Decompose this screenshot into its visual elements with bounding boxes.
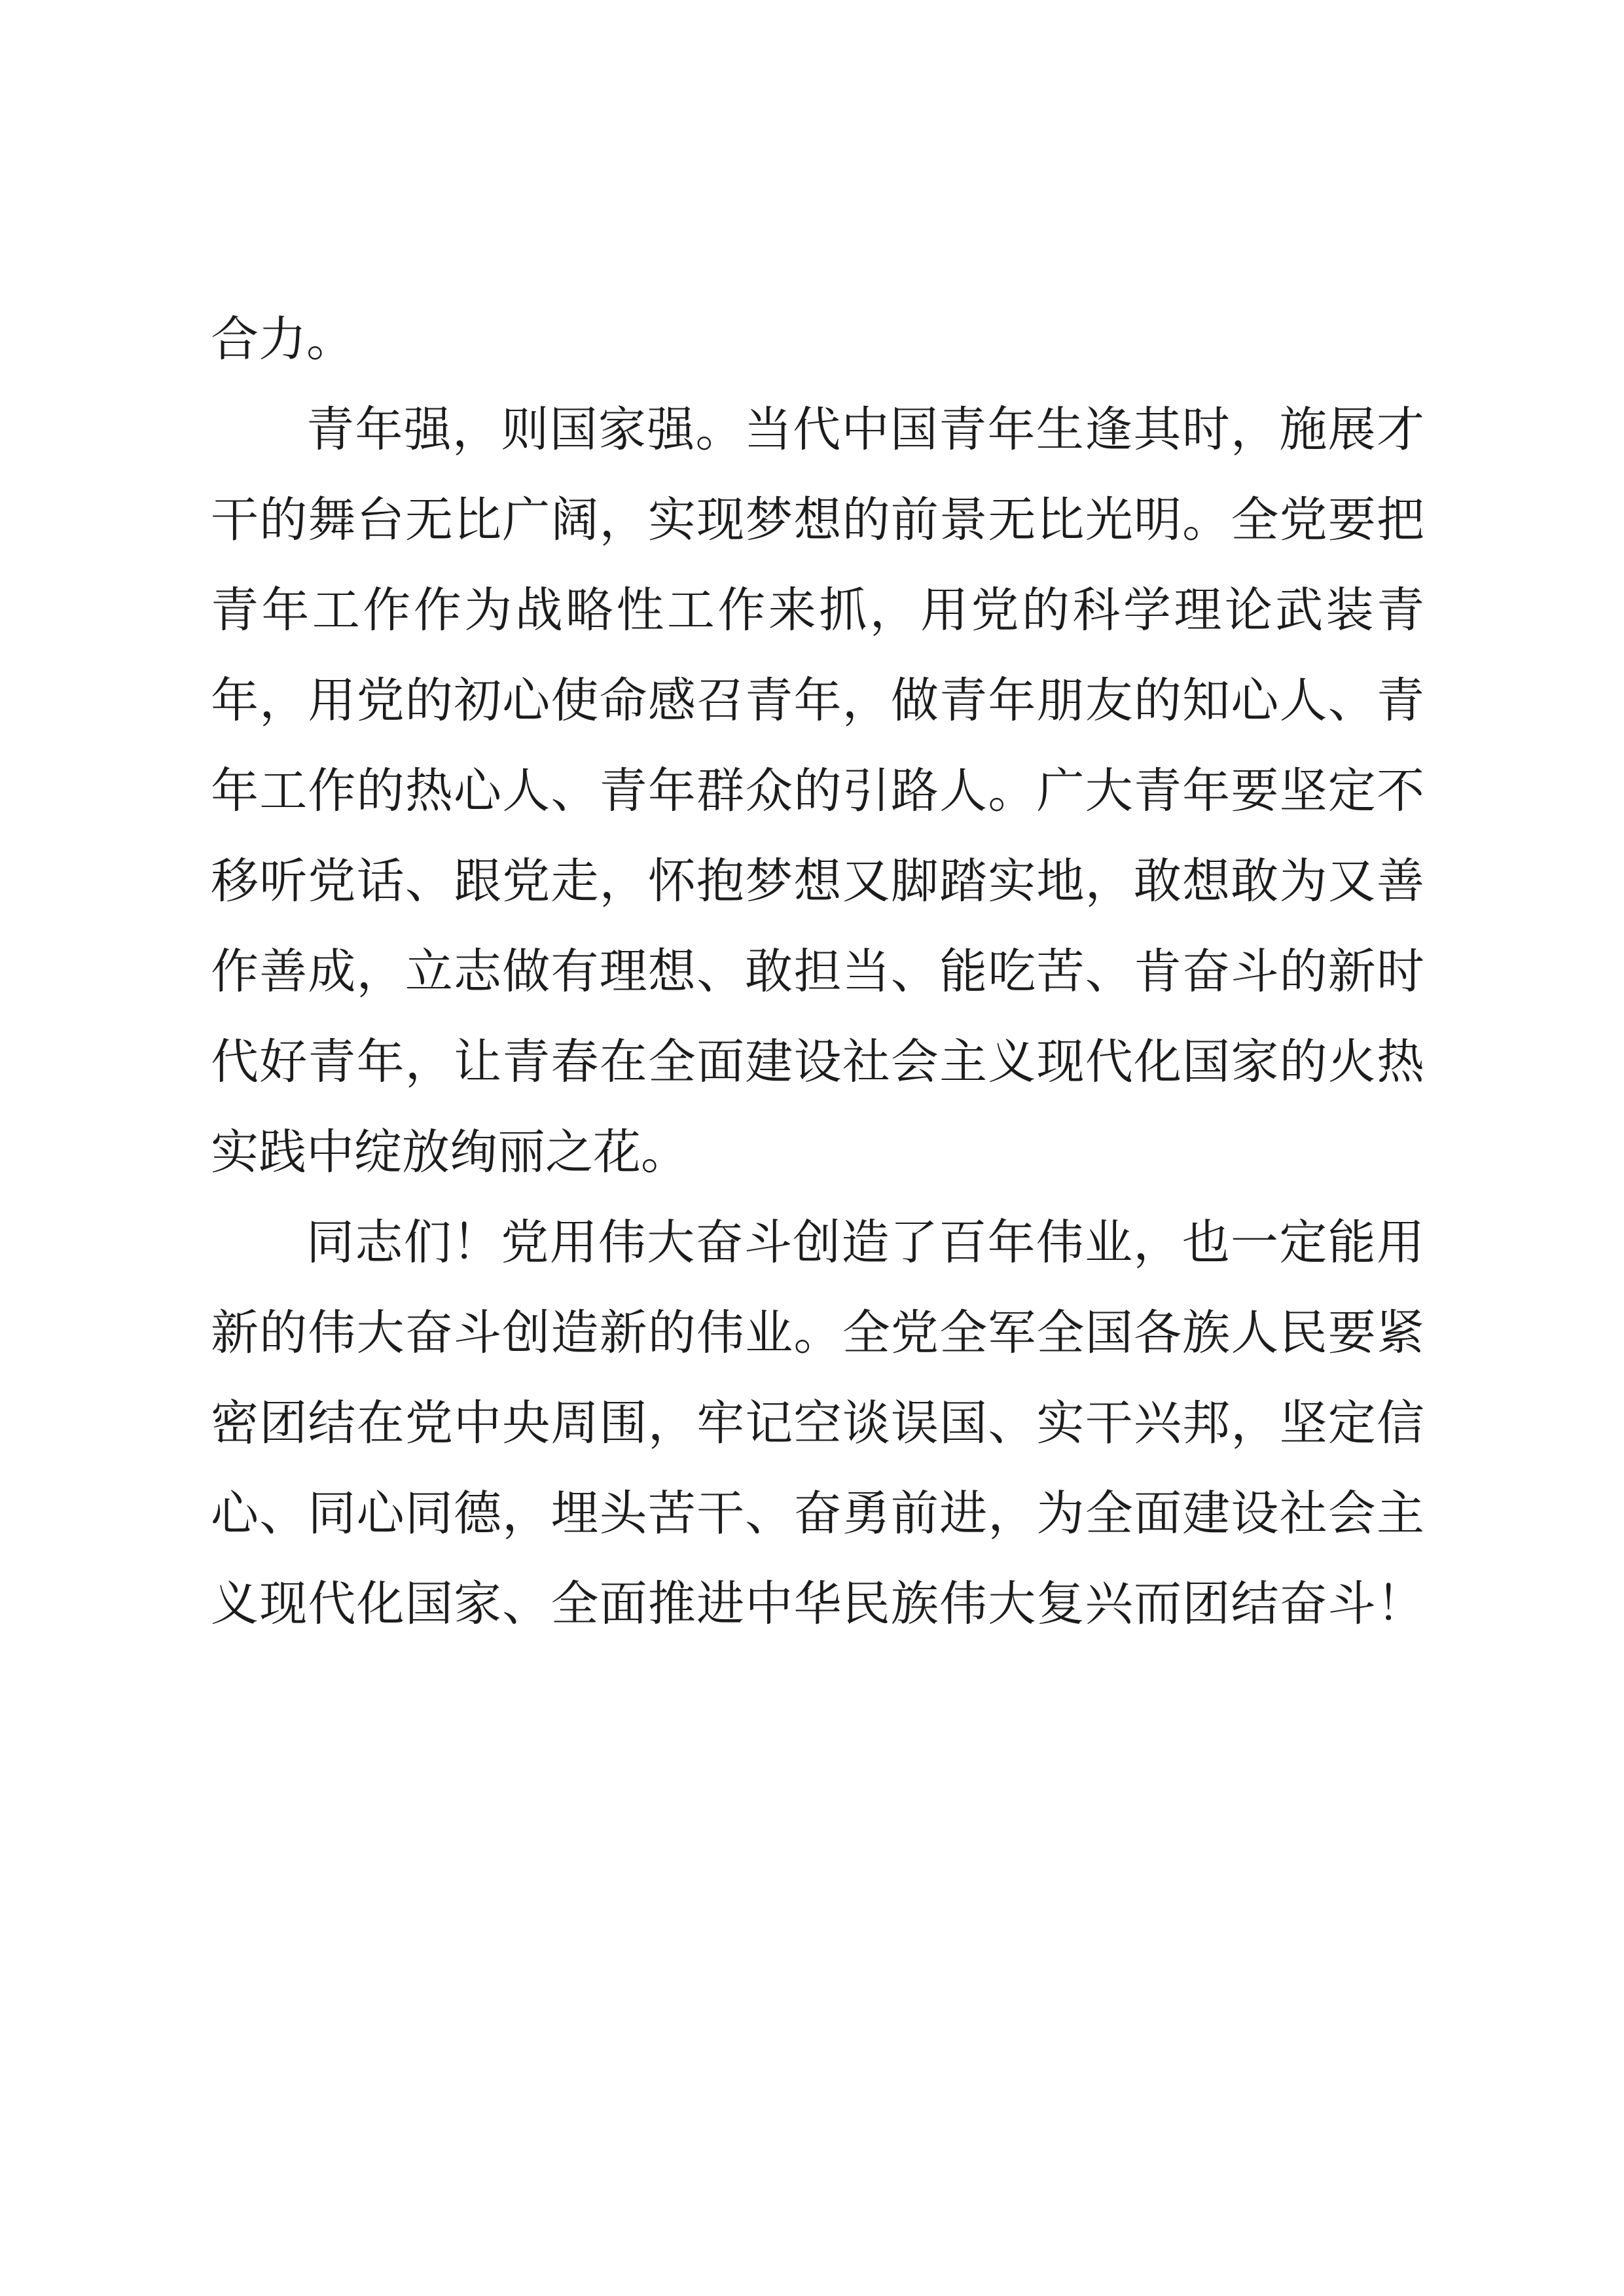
text-line: 新的伟大奋斗创造新的伟业。全党全军全国各族人民要紧 — [211, 1305, 1424, 1361]
text-line: 实践中绽放绚丽之花。 — [211, 1124, 689, 1180]
text-line: 移听党话、跟党走，怀抱梦想又脚踏实地，敢想敢为又善 — [211, 853, 1424, 909]
text-line: 青年强，则国家强。当代中国青年生逢其时，施展才 — [306, 402, 1424, 457]
body-text — [211, 295, 1424, 1649]
text-line: 干的舞台无比广阔，实现梦想的前景无比光明。全党要把 — [211, 492, 1424, 548]
text-line: 心、同心同德，埋头苦干、奋勇前进，为全面建设社会主 — [211, 1486, 1424, 1541]
paragraph-continuation — [211, 295, 1424, 385]
text-line: 合力。 — [211, 312, 354, 367]
text-line: 年，用党的初心使命感召青年，做青年朋友的知心人、青 — [211, 673, 1424, 728]
text-line: 年工作的热心人、青年群众的引路人。广大青年要坚定不 — [211, 763, 1424, 819]
text-line: 青年工作作为战略性工作来抓，用党的科学理论武装青 — [211, 583, 1424, 638]
paragraph-youth — [211, 385, 1424, 1198]
text-line: 密团结在党中央周围，牢记空谈误国、实干兴邦，坚定信 — [211, 1395, 1424, 1451]
paragraph-closing — [211, 1198, 1424, 1649]
text-line: 作善成，立志做有理想、敢担当、能吃苦、肯奋斗的新时 — [211, 944, 1424, 999]
text-line: 同志们！党用伟大奋斗创造了百年伟业，也一定能用 — [306, 1215, 1424, 1270]
text-line: 义现代化国家、全面推进中华民族伟大复兴而团结奋斗！ — [211, 1576, 1424, 1632]
text-line: 代好青年，让青春在全面建设社会主义现代化国家的火热 — [211, 1034, 1424, 1090]
